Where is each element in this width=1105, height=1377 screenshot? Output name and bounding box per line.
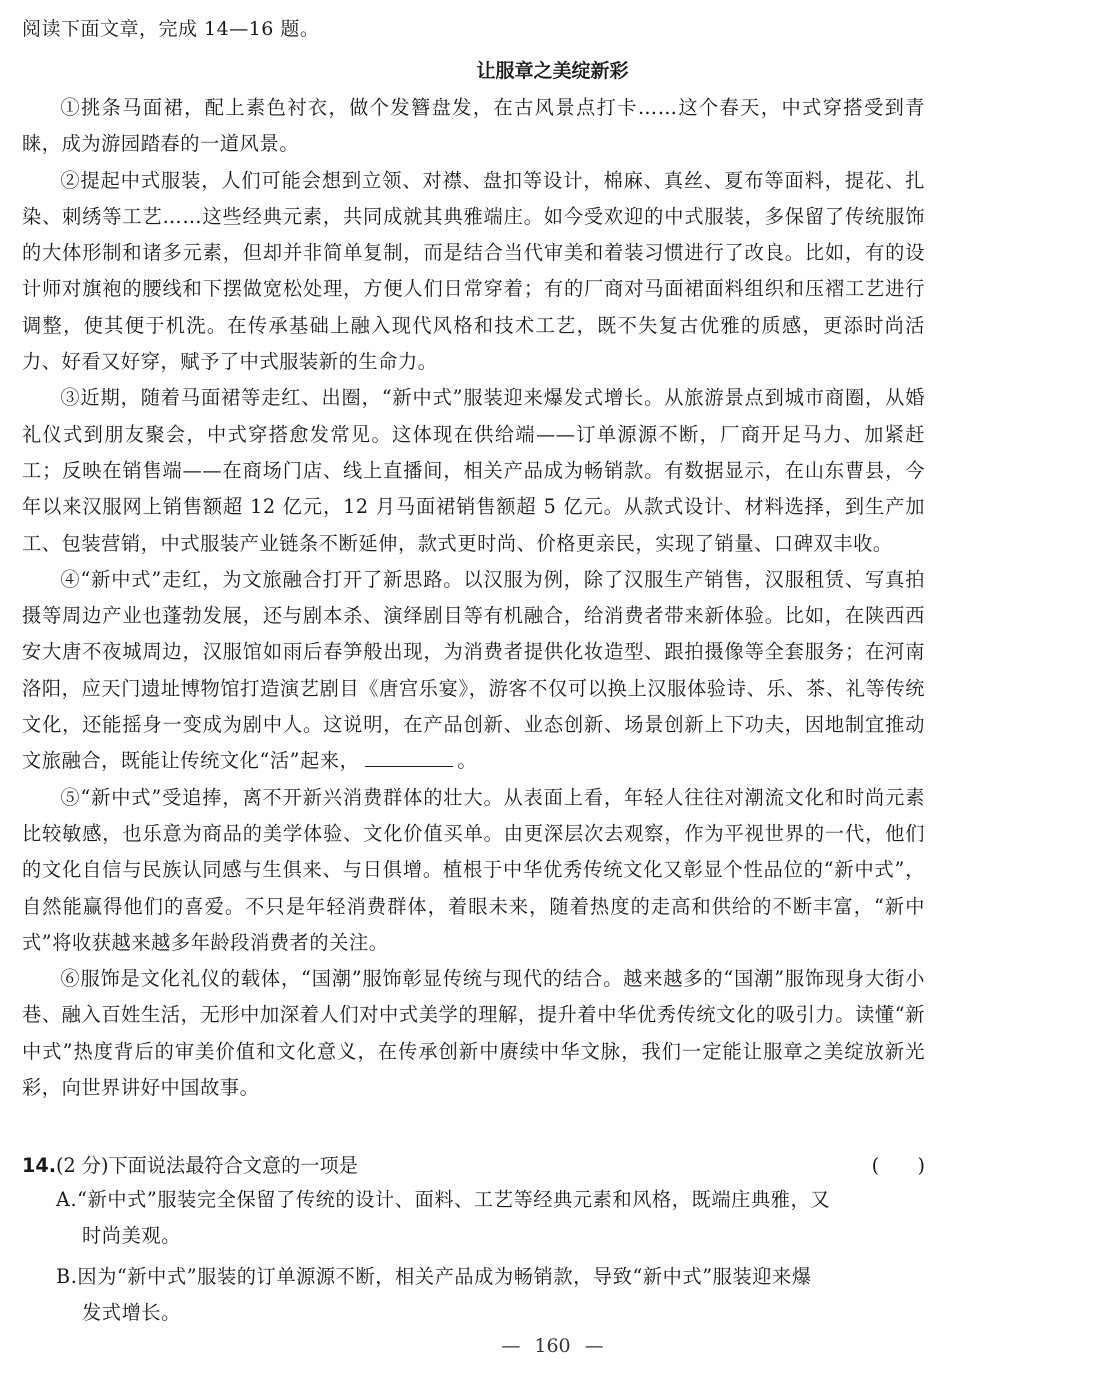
question-text: (2 分)下面说法最符合文意的一项是 [56, 1154, 358, 1177]
blank-end-mark: 。 [457, 749, 478, 773]
paragraph-3: ③近期，随着马面裙等走红、出圈，“新中式”服装迎来爆发式增长。从旅游景点到城市商圈，从婚礼仪式到朋友聚会，中式穿搭愈发常见。这体现在供给端——订单源源不断，厂商开足马力、加紧赶工；反映在销售端——在商场门店、线上直播间，相关产品成为畅销款。有数据显示，在山东曹县，今年以来汉服网上销售额超 12 亿元，12 月马面裙销售额超 5 亿元。从款式设计、材料选择，到生产加工、包装营销，中式服装产业链条不断延伸，款式更时尚、价格更亲民，实现了销量、口碑双丰收。 [22, 386, 925, 555]
option-b[interactable] [56, 1259, 926, 1332]
option-a-continuation: 时尚美观。 [82, 1224, 181, 1248]
question-number: 14. [22, 1154, 56, 1177]
answer-bracket[interactable]: ( ) [871, 1154, 925, 1177]
paragraph-4-text: ④“新中式”走红，为文旅融合打开了新思路。以汉服为例，除了汉服生产销售，汉服租赁、写真拍摄等周边产业也蓬勃发展，还与剧本杀、演绎剧目等有机融合，给消费者带来新体验。比如，在陕西西安大唐不夜城周边，汉服馆如雨后春笋般出现，为消费者提供化妆造型、跟拍摄像等全套服务；在河南洛阳，应天门遗址博物馆打造演艺剧目《唐宫乐宴》，游客不仅可以换上汉服体验诗、乐、茶、礼等传统文化，还能摇身一变成为剧中人。这说明，在产品创新、业态创新、场景创新上下功夫，因地制宜推动文旅融合，既能让传统文化“活”起来， [22, 567, 925, 773]
fill-in-blank[interactable] [365, 765, 453, 767]
reading-instruction: 阅读下面文章，完成 14—16 题。 [22, 18, 320, 40]
option-b-text: 因为“新中式”服装的订单源源不断，相关产品成为畅销款，导致“新中式”服装迎来爆 [77, 1265, 812, 1288]
page-number [0, 1331, 1105, 1361]
option-a[interactable] [56, 1182, 926, 1255]
page-dash-left: — [501, 1335, 521, 1357]
paragraph-5: ⑤“新中式”受追捧，离不开新兴消费群体的壮大。从表面上看，年轻人往往对潮流文化和时尚元素比较敏感，也乐意为商品的美学体验、文化价值买单。由更深层次去观察，作为平视世界的一代，他们的文化自信与民族认同感与生俱来、与日俱增。植根于中华优秀传统文化又彰显个性品位的“新中式”，自然能赢得他们的喜爱。不只是年轻消费群体，着眼未来，随着热度的走高和供给的不断丰富，“新中式”将收获越来越多年龄段消费者的关注。 [22, 785, 925, 954]
paragraph-2: ②提起中式服装，人们可能会想到立领、对襟、盘扣等设计，棉麻、真丝、夏布等面料，提花、扎染、刺绣等工艺……这些经典元素，共同成就其典雅端庄。如今受欢迎的中式服装，多保留了传统服饰的大体形制和诸多元素，但却并非简单复制，而是结合当代审美和着装习惯进行了改良。比如，有的设计师对旗袍的腰线和下摆做宽松处理，方便人们日常穿着；有的厂商对马面裙面料组织和压褶工艺进行调整，使其便于机洗。在传承基础上融入现代风格和技术工艺，既不失复古优雅的质感，更添时尚活力、好看又好穿，赋予了中式服装新的生命力。 [22, 168, 925, 374]
paragraph-1: ①挑条马面裙，配上素色衬衣，做个发簪盘发，在古风景点打卡……这个春天，中式穿搭受到青睐，成为游园踏春的一道风景。 [22, 96, 925, 156]
option-a-text: “新中式”服装完全保留了传统的设计、面料、工艺等经典元素和风格，既端庄典雅，又 [77, 1188, 831, 1211]
option-b-label: B. [56, 1265, 78, 1288]
question-14 [22, 1151, 925, 1181]
page-number-value: 160 [534, 1335, 571, 1357]
article-title: 让服章之美绽新彩 [476, 60, 629, 82]
option-b-continuation: 发式增长。 [82, 1301, 181, 1325]
option-a-label: A. [56, 1188, 78, 1211]
article-body [22, 90, 925, 1106]
paragraph-6: ⑥服饰是文化礼仪的载体，“国潮”服饰彰显传统与现代的结合。越来越多的“国潮”服饰现身大街小巷、融入百姓生活，无形中加深着人们对中式美学的理解，提升着中华优秀传统文化的吸引力。读懂“新中式”热度背后的审美价值和文化意义，在传承创新中赓续中华文脉，我们一定能让服章之美绽放新光彩，向世界讲好中国故事。 [22, 967, 925, 1100]
paragraph-4 [22, 562, 925, 780]
page-dash-right: — [584, 1335, 604, 1357]
